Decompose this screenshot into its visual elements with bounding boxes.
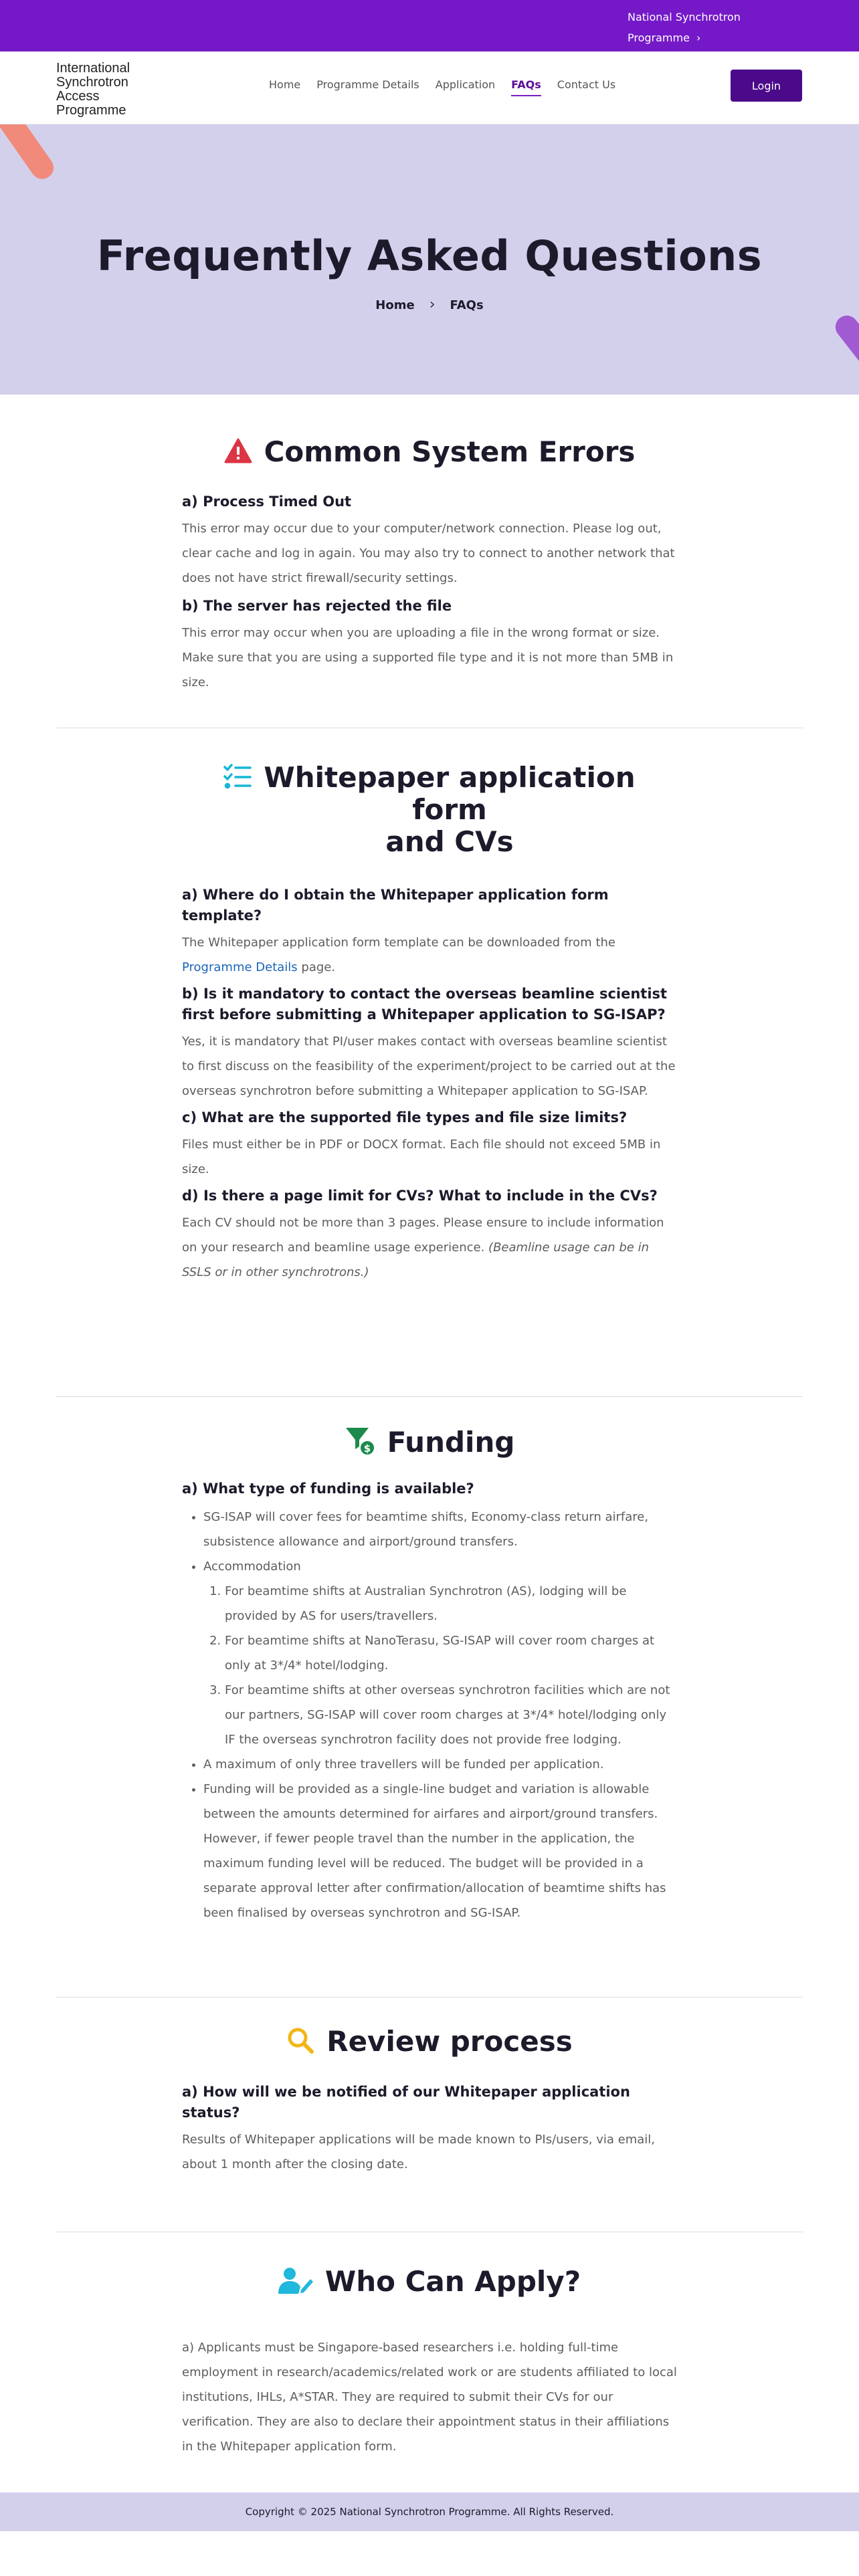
- faq-question: a) What type of funding is available?: [182, 1481, 474, 1497]
- faq-section-review: [56, 1997, 803, 2232]
- section-title: Common System Errors: [264, 435, 636, 468]
- top-bar: [0, 0, 859, 51]
- section-heading: [56, 2232, 803, 2298]
- accommodation-list: [225, 1579, 677, 1752]
- decorative-stripe: [831, 311, 859, 393]
- hero-banner: [0, 124, 859, 395]
- faq-answer: Files must either be in PDF or DOCX format. Each file should not exceed 5MB in size.: [182, 1138, 661, 1176]
- faq-question: a) Process Timed Out: [182, 494, 352, 510]
- breadcrumb-home[interactable]: Home: [375, 298, 415, 312]
- search-icon: [286, 2026, 314, 2057]
- section-content: [182, 1459, 677, 1925]
- section-title-line: Whitepaper application: [264, 761, 636, 794]
- answer-note: (Beamline usage can be in SSLS or in other synchrotrons.): [182, 1241, 649, 1279]
- list-item: • A maximum of only three travellers will be funded per application.: [203, 1752, 677, 1777]
- section-heading: [56, 1397, 803, 1459]
- faq-answer: a) Applicants must be Singapore-based researchers i.e. holding full-time employment in research/academics/related work or are students affiliated to local institutions, IHLs, A*STAR. They are required to submit their CVs for our verification. They are also to declare their appointment status in their affiliations in the Whitepaper application form.: [182, 2341, 677, 2454]
- copyright-text: Copyright © 2025 National Synchrotron Programme. All Rights Reserved.: [245, 2506, 614, 2518]
- section-heading: [56, 1998, 803, 2058]
- faq-answer: Results of Whitepaper applications will be made known to PIs/users, via email, about 1 month after the closing date.: [182, 2133, 655, 2171]
- answer-text: page.: [301, 960, 336, 974]
- faq-question: a) How will we be notified of our Whitepaper application status?: [182, 2084, 630, 2121]
- faq-question: d) Is there a page limit for CVs? What to include in the CVs?: [182, 1188, 658, 1204]
- nav-programme-details[interactable]: Programme Details: [316, 78, 419, 91]
- section-content: [182, 858, 677, 1285]
- list-item: • SG-ISAP will cover fees for beamtime shifts, Economy-class return airfare, subsistence allowance and airport/ground transfers.: [203, 1505, 677, 1554]
- svg-text:$: $: [363, 1442, 371, 1455]
- section-content: [182, 468, 677, 695]
- nsp-link-label: National Synchrotron Programme: [628, 11, 741, 44]
- programme-details-link[interactable]: Programme Details: [182, 960, 298, 974]
- checklist-icon: [223, 763, 252, 792]
- faq-answer: This error may occur when you are uploading a file in the wrong format or size. Make sure that you are using a supported file type and it is not more than 5MB in size.: [182, 626, 674, 689]
- faq-section-funding: [56, 1396, 803, 1997]
- faq-question: c) What are the supported file types and file size limits?: [182, 1109, 628, 1125]
- faq-answer: [182, 930, 677, 980]
- nav-faqs[interactable]: FAQs: [511, 78, 541, 96]
- faq-question: b) The server has rejected the file: [182, 598, 452, 614]
- answer-text: Each CV should not be more than 3 pages. Please ensure to include information on your research and beamline usage experience.: [182, 1216, 664, 1255]
- section-content: [182, 2298, 677, 2459]
- faq-section-whitepaper: [56, 728, 803, 1396]
- faq-answer: This error may occur due to your computer/network connection. Please log out, clear cache and log in again. You may also try to connect to another network that does not have strict firewall/security settings.: [182, 522, 675, 585]
- nav-application[interactable]: Application: [435, 78, 496, 91]
- nav-home[interactable]: Home: [269, 78, 301, 91]
- faq-question: a) Where do I obtain the Whitepaper application form template?: [182, 887, 609, 924]
- national-synchrotron-programme-link[interactable]: [628, 7, 761, 48]
- user-edit-icon: [278, 2267, 313, 2296]
- section-title: Funding: [387, 1426, 515, 1459]
- nav-contact-us[interactable]: Contact Us: [557, 78, 616, 91]
- section-heading: [56, 395, 803, 468]
- list-item: [203, 1554, 677, 1752]
- list-item: 2. For beamtime shifts at NanoTerasu, SG-ISAP will cover room charges at only at 3*/4* hotel/lodging.: [225, 1628, 677, 1678]
- breadcrumb: [0, 296, 859, 313]
- funding-icon: [345, 1426, 375, 1459]
- section-title-line: and CVs: [385, 825, 514, 858]
- list-item: 1. For beamtime shifts at Australian Synchrotron (AS), lodging will be provided by AS for users/travellers.: [225, 1579, 677, 1628]
- section-title: [264, 762, 635, 858]
- faq-section-errors: [56, 395, 803, 728]
- faq-section-who-can-apply: [56, 2232, 803, 2492]
- faq-answer: Yes, it is mandatory that PI/user makes contact with overseas beamline scientist to first discuss on the feasibility of the experiment/project to be carried out at the overseas synchrotron before submitting a Whitepaper application to SG-ISAP.: [182, 1035, 676, 1098]
- list-item: 3. For beamtime shifts at other overseas synchrotron facilities which are not our partners, SG-ISAP will cover room charges at 3*/4* hotel/lodging only IF the overseas synchrotron facility does not provide free lodging.: [225, 1678, 677, 1752]
- warning-icon: [224, 438, 252, 466]
- faq-question: b) Is it mandatory to contact the overseas beamline scientist first before submitting a Whitepaper application to SG-ISAP?: [182, 986, 668, 1023]
- decorative-stripe: [0, 124, 58, 183]
- faq-answer: [182, 1210, 677, 1285]
- section-heading: [56, 728, 803, 858]
- site-footer: [0, 2492, 859, 2531]
- list-item: • Funding will be provided as a single-line budget and variation is allowable between the amounts determined for airfares and airport/ground transfers. However, if fewer people travel than the number in the application, the maximum funding level will be reduced. The budget will be provided in a separate approval letter after confirmation/allocation of beamtime shifts has been finalised by overseas synchrotron and SG-ISAP.: [203, 1777, 677, 1925]
- chevron-right-icon: ›: [696, 31, 701, 44]
- login-button[interactable]: Login: [731, 70, 802, 102]
- answer-text: The Whitepaper application form template can be downloaded from the: [182, 936, 615, 950]
- site-logo[interactable]: [56, 62, 157, 118]
- section-content: [182, 2058, 677, 2177]
- logo-text: International Synchrotron Access Programme: [56, 61, 130, 118]
- primary-nav: [269, 78, 632, 96]
- page-title: Frequently Asked Questions: [96, 231, 763, 280]
- chevron-right-icon: ›: [429, 296, 436, 313]
- main-navbar: [0, 51, 859, 124]
- section-title: Who Can Apply?: [324, 2265, 581, 2298]
- funding-list: [203, 1505, 677, 1925]
- section-title-line: form: [412, 793, 487, 826]
- section-title: Review process: [326, 2025, 573, 2058]
- breadcrumb-current: FAQs: [450, 298, 484, 312]
- list-item-label: Accommodation: [203, 1560, 301, 1574]
